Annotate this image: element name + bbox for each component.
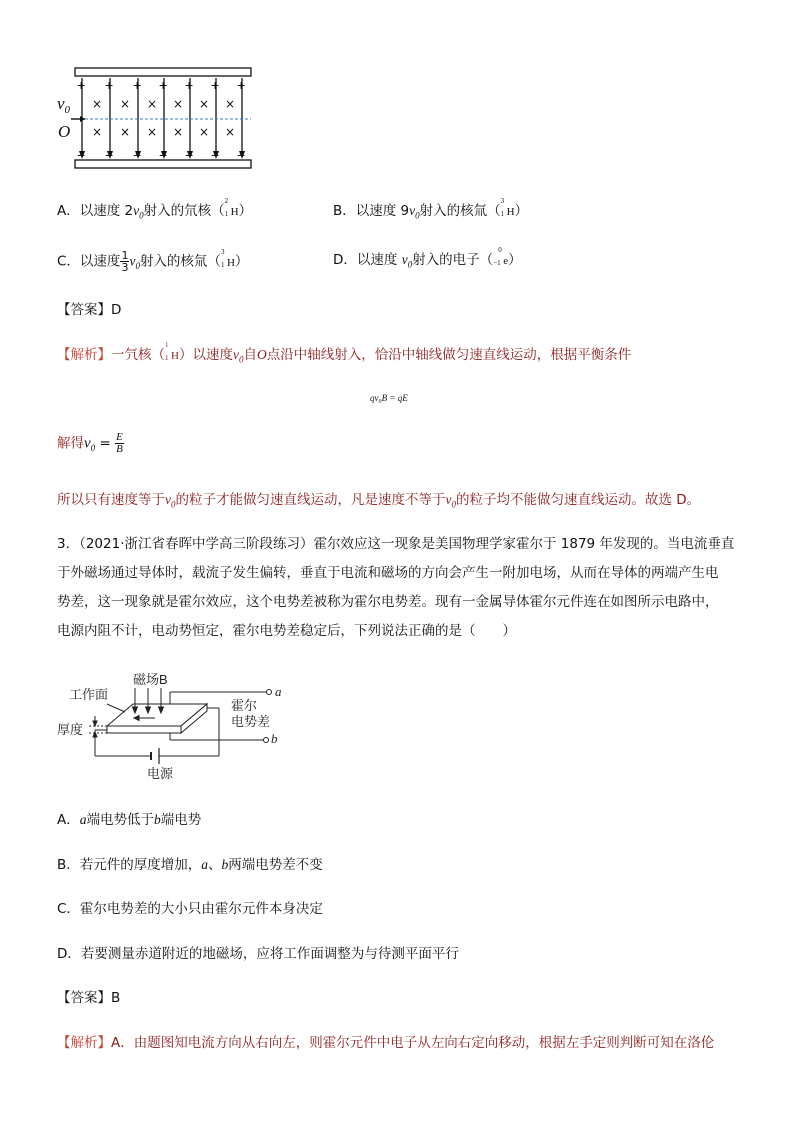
option-d: D．以速度 $v_0$射入的电子（ 0 −1 e） xyxy=(333,246,522,270)
nuclide-h3: 3 1 H xyxy=(220,247,235,269)
option-a: A．以速度 $2v_0$射入的氘核（ 2 1 H） xyxy=(57,197,253,221)
hall-label-1: 霍尔 xyxy=(231,698,258,713)
minus-sign: − xyxy=(105,147,114,163)
cross-mark: × xyxy=(225,97,236,111)
answer-q3: 【答案】B xyxy=(57,990,121,1006)
cross-mark: × xyxy=(120,97,131,111)
plates-field-diagram xyxy=(55,62,265,177)
source-label: 电源 xyxy=(147,766,174,781)
solve-line: 解得$v_0$ = $\frac{E}{B}$ xyxy=(57,431,123,455)
work-face-label: 工作面 xyxy=(69,687,109,702)
plus-sign: + xyxy=(105,77,114,93)
plus-sign: + xyxy=(211,77,220,93)
cross-mark: × xyxy=(147,125,158,139)
q3-option-d: D．若要测量赤道附近的地磁场，应将工作面调整为与待测平面平行 xyxy=(57,946,459,962)
answer-q2: 【答案】D xyxy=(57,302,122,318)
plus-sign: + xyxy=(237,77,246,93)
analysis-q3: 【解析】A．由题图知电流方向从右向左，则霍尔元件中电子从左向右定向移动，根据左手定则判断可知在洛伦 xyxy=(57,1035,715,1051)
q3-option-a: A．a端电势低于b端电势 xyxy=(57,812,202,828)
one-third-fraction: $\frac{1}{3}$ xyxy=(121,249,129,274)
q3-option-b: B．若元件的厚度增加，a、b两端电势差不变 xyxy=(57,857,323,873)
nuclide-h2: 2 1 H xyxy=(224,197,239,218)
e-over-b-fraction: $\frac{E}{B}$ xyxy=(116,431,123,455)
minus-sign: − xyxy=(159,147,168,163)
cross-mark: × xyxy=(147,97,158,111)
cross-mark: × xyxy=(199,125,210,139)
cross-mark: × xyxy=(199,97,210,111)
magnetic-field-label: 磁场B xyxy=(133,672,168,687)
option-b: B．以速度 $9v_0$射入的核氚（ 3 1 H） xyxy=(333,197,529,221)
cross-mark: × xyxy=(120,125,131,139)
minus-sign: − xyxy=(77,147,86,163)
nuclide-electron: 0 −1 e xyxy=(493,246,509,267)
nuclide-h1: 1 1 H xyxy=(165,341,179,362)
minus-sign: − xyxy=(133,147,142,163)
plus-sign: + xyxy=(159,77,168,93)
conclusion-q2: 所以只有速度等于$v_0$的粒子才能做匀速直线运动，凡是速度不等于$v_0$的粒子均不能做匀速直线运动。故选 D。 xyxy=(57,492,701,510)
question-3-stem: 3．（2021·浙江省春晖中学高三阶段练习）霍尔效应这一现象是美国物理学家霍尔于 1879 年发现的。当电流垂直 于外磁场通过导体时，载流子发生偏转，垂直于电流和磁场的方向会产生一附加电场，从而在导体的两端产生电 势差，这一现象就是霍尔效应，这个电势差被称为霍尔电势差。现有一金属导体霍尔元件连在如图所示电路中， 电源内阻不计，电动势恒定，霍尔电势差稳定后，下列说法正确的是（ ） xyxy=(57,536,735,639)
balance-formula: qv₀B = qE xyxy=(370,393,408,403)
cross-mark: × xyxy=(173,125,184,139)
cross-mark: × xyxy=(173,97,184,111)
plus-sign: + xyxy=(77,77,86,93)
terminal-b-label: b xyxy=(271,731,278,746)
q3-option-c: C．霍尔电势差的大小只由霍尔元件本身决定 xyxy=(57,901,323,917)
option-c: C．以速度 $\frac{1}{3}$ $v_0$射入的核氚（ 3 1 H） xyxy=(57,247,249,274)
nuclide-h3: 3 1 H xyxy=(500,197,515,218)
minus-sign: − xyxy=(185,147,194,163)
analysis-q2: 【解析】一氕核（ 1 1 H）以速度$v_0$自O点沿中轴线射入，恰沿中轴线做匀速直线运动，根据平衡条件 xyxy=(57,341,632,365)
minus-sign: − xyxy=(237,147,246,163)
hall-element-diagram xyxy=(55,668,295,784)
o-label: O xyxy=(58,122,71,141)
minus-sign: − xyxy=(211,147,220,163)
thickness-label: 厚度 xyxy=(57,722,84,737)
plus-sign: + xyxy=(185,77,194,93)
cross-mark: × xyxy=(92,97,103,111)
v0-label: $v_0$ xyxy=(57,94,71,116)
top-plate xyxy=(75,68,251,76)
cross-mark: × xyxy=(92,125,103,139)
plus-sign: + xyxy=(133,77,142,93)
terminal-a-label: a xyxy=(275,684,282,699)
cross-mark: × xyxy=(225,125,236,139)
hall-label-2: 电势差 xyxy=(231,714,271,729)
